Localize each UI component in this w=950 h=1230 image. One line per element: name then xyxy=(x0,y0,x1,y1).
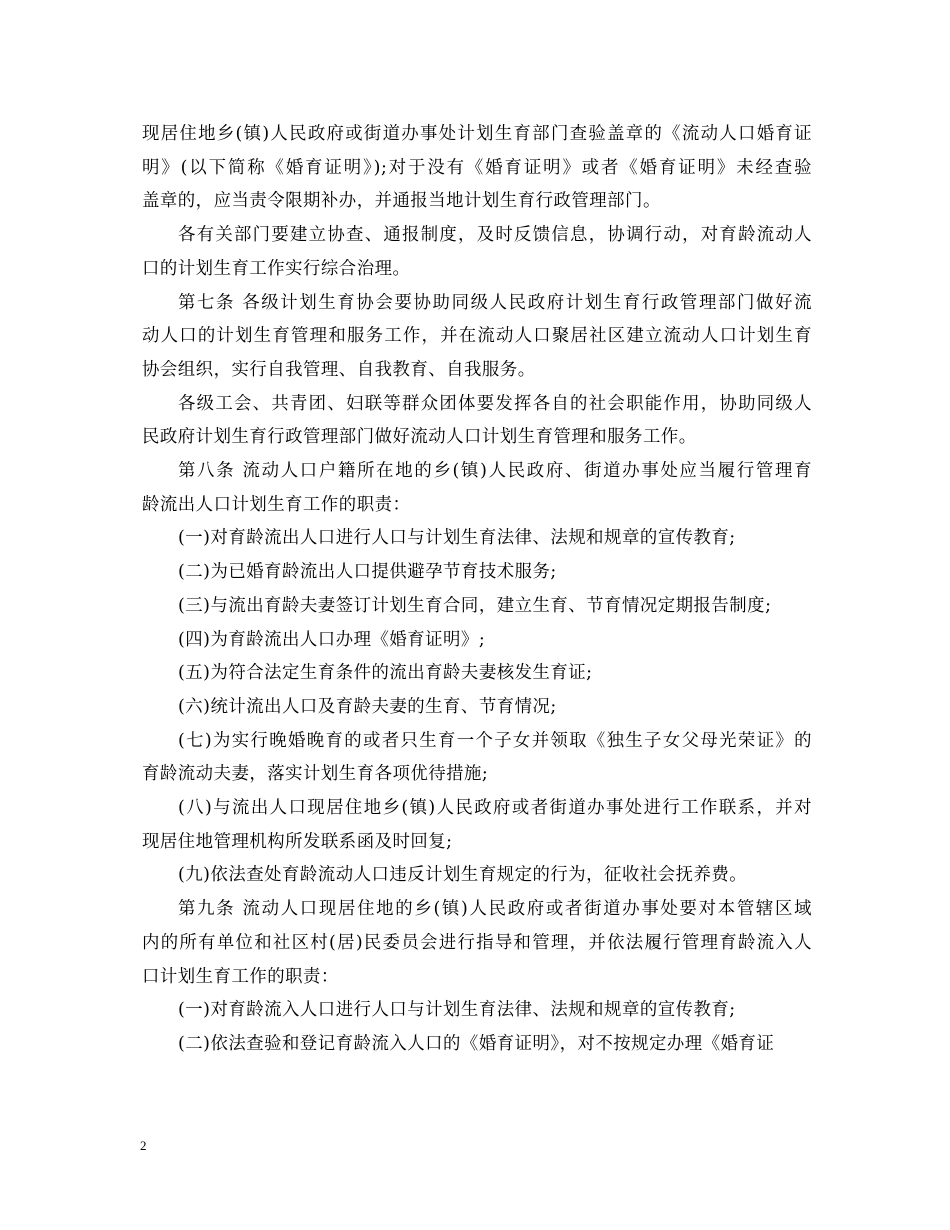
paragraph-line: (八)与流出人口现居住地乡(镇)人民政府或者街道办事处进行工作联系，并对 xyxy=(178,798,812,819)
paragraph xyxy=(142,556,812,590)
paragraph-line: 明》(以下简称《婚育证明》);对于没有《婚育证明》或者《婚育证明》未经查验 xyxy=(142,157,812,178)
paragraph-line: 各级工会、共青团、妇联等群众团体要发挥各自的社会职能作用，协助同级人 xyxy=(178,393,812,414)
paragraph-line: (二)为已婚育龄流出人口提供避孕节育技术服务; xyxy=(178,562,557,583)
paragraph-line: (一)对育龄流入人口进行人口与计划生育法律、法规和规章的宣传教育; xyxy=(178,1000,736,1021)
paragraph xyxy=(142,725,812,792)
paragraph xyxy=(142,792,812,859)
paragraph-line: 盖章的，应当责令限期补办，并通报当地计划生育行政管理部门。 xyxy=(142,191,661,212)
paragraph-line: 现居住地乡(镇)人民政府或街道办事处计划生育部门查验盖章的《流动人口婚育证 xyxy=(142,124,812,144)
paragraph xyxy=(142,388,812,455)
paragraph-line: 第九条 流动人口现居住地的乡(镇)人民政府或者街道办事处要对本管辖区域 xyxy=(178,899,812,920)
paragraph-line: 口的计划生育工作实行综合治理。 xyxy=(142,258,411,279)
paragraph-line: (六)统计流出人口及育龄夫妻的生育、节育情况; xyxy=(178,696,557,717)
paragraph-line: 口计划生育工作的职责： xyxy=(142,966,339,987)
paragraph xyxy=(142,994,812,1028)
paragraph xyxy=(142,657,812,691)
paragraph xyxy=(142,893,812,994)
paragraph xyxy=(142,624,812,658)
paragraph-line: 龄流出人口计划生育工作的职责： xyxy=(142,494,411,515)
paragraph-line: 第七条 各级计划生育协会要协助同级人民政府计划生育行政管理部门做好流 xyxy=(178,292,812,313)
paragraph xyxy=(142,859,812,893)
paragraph xyxy=(142,287,812,388)
paragraph-line: 民政府计划生育行政管理部门做好流动人口计划生育管理和服务工作。 xyxy=(142,427,697,448)
paragraph-line: 协会组织，实行自我管理、自我教育、自我服务。 xyxy=(142,359,536,380)
paragraph-line: 现居住地管理机构所发联系函及时回复; xyxy=(142,831,453,852)
paragraph xyxy=(142,219,812,286)
paragraph-line: 动人口的计划生育管理和服务工作，并在流动人口聚居社区建立流动人口计划生育 xyxy=(142,326,812,347)
paragraph xyxy=(142,590,812,624)
paragraph-line: 第八条 流动人口户籍所在地的乡(镇)人民政府、街道办事处应当履行管理育 xyxy=(178,461,812,482)
paragraph-line: (一)对育龄流出人口进行人口与计划生育法律、法规和规章的宣传教育; xyxy=(178,528,736,549)
paragraph xyxy=(142,455,812,522)
paragraph xyxy=(142,1028,812,1062)
page-number: 2 xyxy=(140,1138,147,1153)
paragraph-line: (四)为育龄流出人口办理《婚育证明》; xyxy=(178,629,486,650)
paragraph-line: (五)为符合法定生育条件的流出育龄夫妻核发生育证; xyxy=(178,663,593,684)
paragraph xyxy=(142,118,812,219)
paragraph-line: (二)依法查验和登记育龄流入人口的《婚育证明》，对不按规定办理《婚育证 xyxy=(178,1033,775,1054)
paragraph-line: 各有关部门要建立协查、通报制度，及时反馈信息，协调行动，对育龄流动人 xyxy=(178,225,812,246)
paragraph-line: (三)与流出育龄夫妻签订计划生育合同，建立生育、节育情况定期报告制度; xyxy=(178,595,772,616)
paragraph-line: (九)依法查处育龄流动人口违反计划生育规定的行为，征收社会抚养费。 xyxy=(178,865,748,886)
paragraph xyxy=(142,522,812,556)
document-body xyxy=(142,118,812,1062)
paragraph xyxy=(142,691,812,725)
paragraph-line: 内的所有单位和社区村(居)民委员会进行指导和管理，并依法履行管理育龄流入人 xyxy=(142,932,812,953)
paragraph-line: (七)为实行晚婚晚育的或者只生育一个子女并领取《独生子女父母光荣证》的 xyxy=(178,730,812,751)
paragraph-line: 育龄流动夫妻，落实计划生育各项优待措施; xyxy=(142,764,489,785)
